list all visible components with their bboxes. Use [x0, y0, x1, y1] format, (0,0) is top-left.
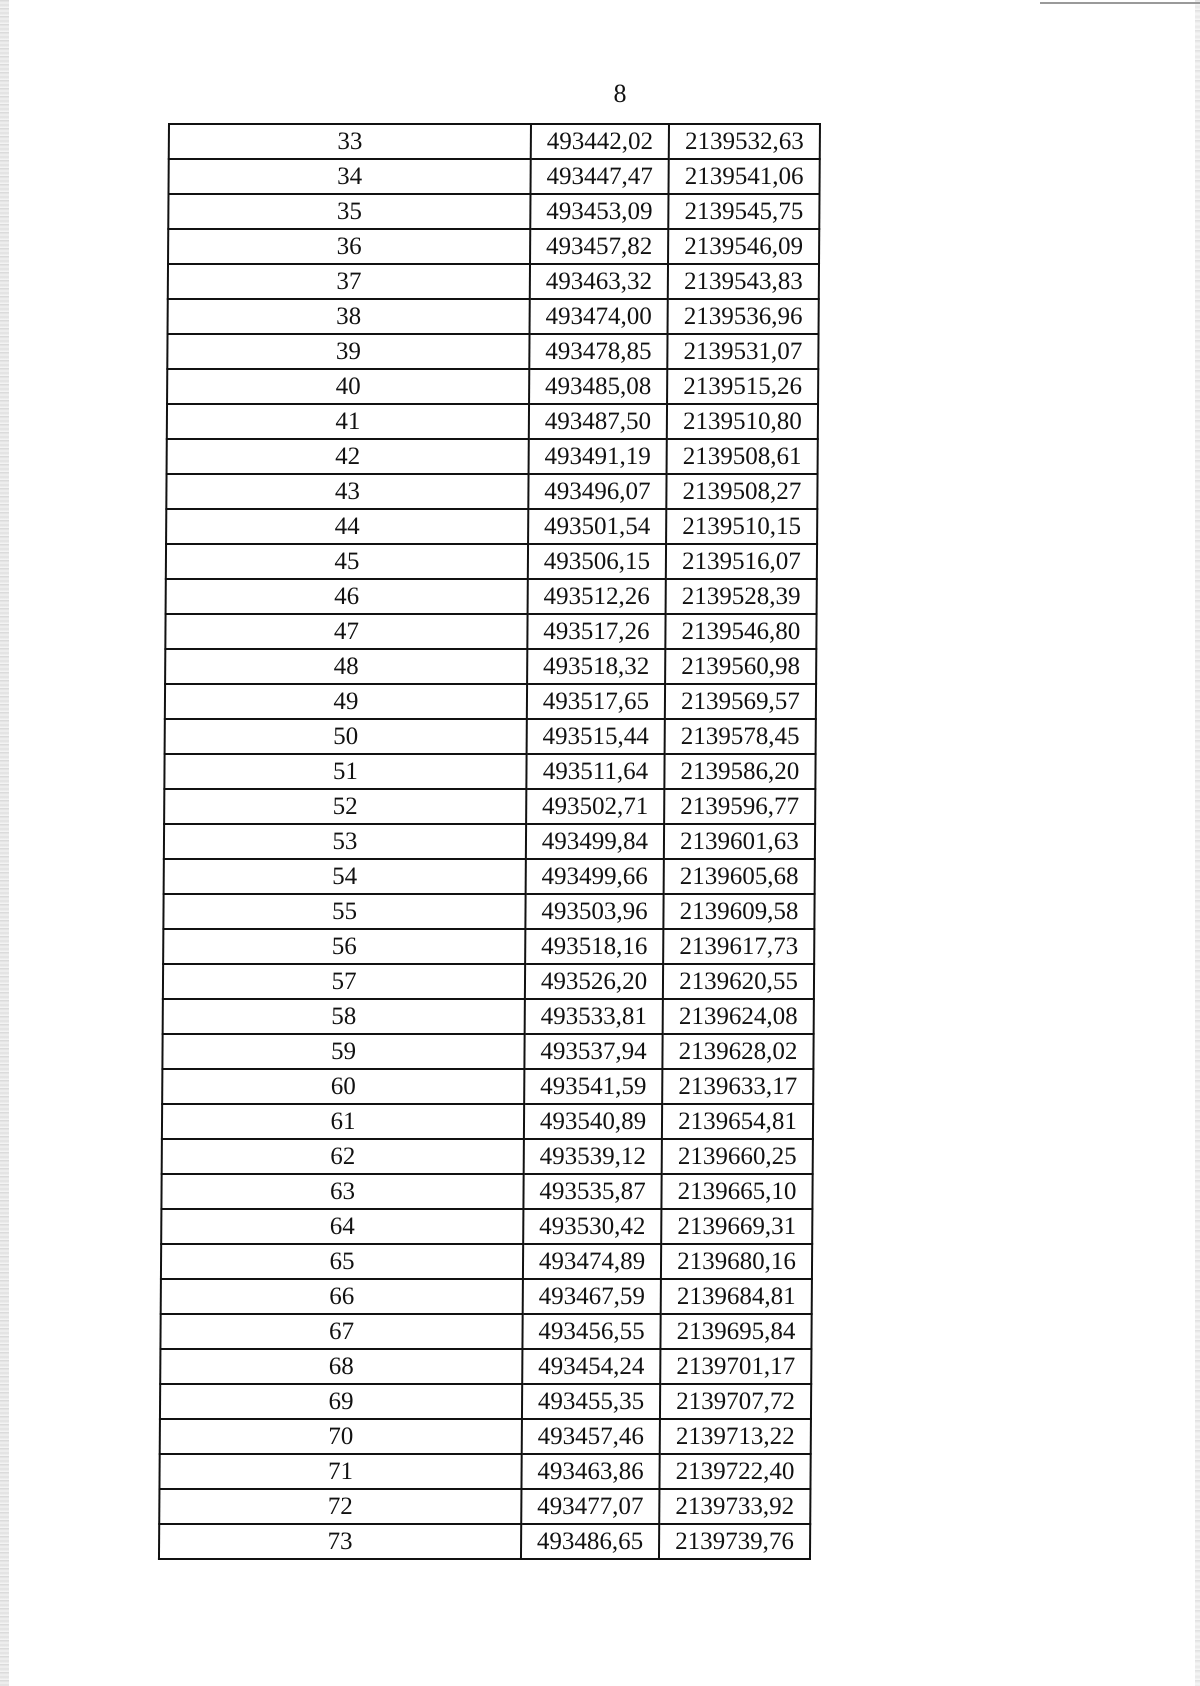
- table-row: [168, 194, 819, 229]
- point-number-cell: 54: [164, 859, 526, 894]
- y-coordinate-cell: 2139536,96: [668, 299, 819, 334]
- table-row: [160, 1349, 811, 1384]
- y-coordinate-cell: 2139609,58: [663, 894, 814, 929]
- scan-edge-left: [0, 0, 9, 1686]
- y-coordinate-cell: 2139546,80: [665, 614, 816, 649]
- x-coordinate-cell: 493457,82: [530, 229, 668, 264]
- point-number-cell: 37: [168, 264, 530, 299]
- point-number-cell: 66: [161, 1279, 523, 1314]
- table-row: [162, 1139, 813, 1174]
- x-coordinate-cell: 493518,32: [527, 649, 665, 684]
- y-coordinate-cell: 2139695,84: [660, 1314, 811, 1349]
- point-number-cell: 46: [166, 579, 528, 614]
- table-row: [160, 1419, 811, 1454]
- y-coordinate-cell: 2139508,61: [667, 439, 818, 474]
- x-coordinate-cell: 493478,85: [529, 334, 667, 369]
- y-coordinate-cell: 2139684,81: [661, 1279, 812, 1314]
- point-number-cell: 55: [163, 894, 525, 929]
- table-row: [166, 474, 817, 509]
- table-row: [161, 1209, 812, 1244]
- y-coordinate-cell: 2139620,55: [663, 964, 814, 999]
- y-coordinate-cell: 2139633,17: [662, 1069, 813, 1104]
- point-number-cell: 67: [160, 1314, 522, 1349]
- table-row: [164, 789, 815, 824]
- x-coordinate-cell: 493463,86: [521, 1454, 659, 1489]
- table-row: [168, 299, 819, 334]
- y-coordinate-cell: 2139605,68: [664, 859, 815, 894]
- point-number-cell: 53: [164, 824, 526, 859]
- y-coordinate-cell: 2139515,26: [667, 369, 818, 404]
- x-coordinate-cell: 493485,08: [529, 369, 667, 404]
- table-row: [160, 1384, 811, 1419]
- table-row: [165, 614, 816, 649]
- y-coordinate-cell: 2139560,98: [665, 649, 816, 684]
- y-coordinate-cell: 2139739,76: [659, 1524, 810, 1559]
- x-coordinate-cell: 493456,55: [522, 1314, 660, 1349]
- x-coordinate-cell: 493541,59: [524, 1069, 662, 1104]
- y-coordinate-cell: 2139532,63: [669, 124, 820, 159]
- point-number-cell: 64: [161, 1209, 523, 1244]
- table-row: [159, 1489, 810, 1524]
- scan-top-line: [1040, 2, 1200, 4]
- point-number-cell: 51: [164, 754, 526, 789]
- x-coordinate-cell: 493539,12: [524, 1139, 662, 1174]
- table-row: [162, 1104, 813, 1139]
- x-coordinate-cell: 493517,26: [527, 614, 665, 649]
- table-row: [167, 439, 818, 474]
- point-number-cell: 58: [163, 999, 525, 1034]
- y-coordinate-cell: 2139722,40: [659, 1454, 810, 1489]
- y-coordinate-cell: 2139713,22: [660, 1419, 811, 1454]
- y-coordinate-cell: 2139586,20: [664, 754, 815, 789]
- point-number-cell: 42: [167, 439, 529, 474]
- point-number-cell: 44: [166, 509, 528, 544]
- point-number-cell: 36: [168, 229, 530, 264]
- y-coordinate-cell: 2139617,73: [663, 929, 814, 964]
- x-coordinate-cell: 493491,19: [529, 439, 667, 474]
- y-coordinate-cell: 2139733,92: [659, 1489, 810, 1524]
- table-row: [164, 824, 815, 859]
- table-row: [166, 579, 817, 614]
- y-coordinate-cell: 2139543,83: [668, 264, 819, 299]
- y-coordinate-cell: 2139701,17: [660, 1349, 811, 1384]
- y-coordinate-cell: 2139516,07: [666, 544, 817, 579]
- point-number-cell: 47: [165, 614, 527, 649]
- y-coordinate-cell: 2139669,31: [661, 1209, 812, 1244]
- x-coordinate-cell: 493511,64: [526, 754, 664, 789]
- y-coordinate-cell: 2139601,63: [664, 824, 815, 859]
- x-coordinate-cell: 493530,42: [523, 1209, 661, 1244]
- point-number-cell: 65: [161, 1244, 523, 1279]
- y-coordinate-cell: 2139707,72: [660, 1384, 811, 1419]
- x-coordinate-cell: 493502,71: [526, 789, 664, 824]
- table-row: [165, 719, 816, 754]
- point-number-cell: 71: [159, 1454, 521, 1489]
- x-coordinate-cell: 493442,02: [531, 124, 669, 159]
- y-coordinate-cell: 2139510,15: [666, 509, 817, 544]
- point-number-cell: 52: [164, 789, 526, 824]
- table-row: [163, 964, 814, 999]
- x-coordinate-cell: 493467,59: [523, 1279, 661, 1314]
- x-coordinate-cell: 493517,65: [527, 684, 665, 719]
- point-number-cell: 57: [163, 964, 525, 999]
- y-coordinate-cell: 2139578,45: [665, 719, 816, 754]
- table-row: [165, 649, 816, 684]
- table-row: [162, 1034, 813, 1069]
- x-coordinate-cell: 493501,54: [528, 509, 666, 544]
- point-number-cell: 59: [162, 1034, 524, 1069]
- point-number-cell: 60: [162, 1069, 524, 1104]
- table-row: [167, 404, 818, 439]
- y-coordinate-cell: 2139541,06: [669, 159, 820, 194]
- y-coordinate-cell: 2139508,27: [666, 474, 817, 509]
- table-row: [160, 1314, 811, 1349]
- table-row: [162, 1069, 813, 1104]
- table-row: [167, 369, 818, 404]
- coordinates-table: [158, 123, 821, 1560]
- y-coordinate-cell: 2139546,09: [668, 229, 819, 264]
- x-coordinate-cell: 493455,35: [522, 1384, 660, 1419]
- y-coordinate-cell: 2139545,75: [668, 194, 819, 229]
- point-number-cell: 48: [165, 649, 527, 684]
- y-coordinate-cell: 2139510,80: [667, 404, 818, 439]
- point-number-cell: 33: [169, 124, 531, 159]
- y-coordinate-cell: 2139665,10: [661, 1174, 812, 1209]
- x-coordinate-cell: 493535,87: [523, 1174, 661, 1209]
- point-number-cell: 40: [167, 369, 529, 404]
- y-coordinate-cell: 2139569,57: [665, 684, 816, 719]
- point-number-cell: 50: [165, 719, 527, 754]
- x-coordinate-cell: 493447,47: [531, 159, 669, 194]
- point-number-cell: 39: [167, 334, 529, 369]
- point-number-cell: 63: [161, 1174, 523, 1209]
- page-number: 8: [613, 79, 627, 108]
- table-row: [163, 929, 814, 964]
- point-number-cell: 70: [160, 1419, 522, 1454]
- x-coordinate-cell: 493487,50: [529, 404, 667, 439]
- table-row: [161, 1279, 812, 1314]
- table-row: [164, 754, 815, 789]
- x-coordinate-cell: 493496,07: [528, 474, 666, 509]
- x-coordinate-cell: 493526,20: [525, 964, 663, 999]
- x-coordinate-cell: 493499,84: [526, 824, 664, 859]
- point-number-cell: 72: [159, 1489, 521, 1524]
- x-coordinate-cell: 493503,96: [525, 894, 663, 929]
- point-number-cell: 61: [162, 1104, 524, 1139]
- table-row: [166, 509, 817, 544]
- table-row: [161, 1244, 812, 1279]
- x-coordinate-cell: 493463,32: [530, 264, 668, 299]
- table-row: [159, 1454, 810, 1489]
- x-coordinate-cell: 493477,07: [521, 1489, 659, 1524]
- x-coordinate-cell: 493474,00: [530, 299, 668, 334]
- x-coordinate-cell: 493506,15: [528, 544, 666, 579]
- table-row: [168, 264, 819, 299]
- table-row: [165, 684, 816, 719]
- x-coordinate-cell: 493486,65: [521, 1524, 659, 1559]
- x-coordinate-cell: 493453,09: [530, 194, 668, 229]
- y-coordinate-cell: 2139531,07: [667, 334, 818, 369]
- point-number-cell: 73: [159, 1524, 521, 1559]
- table-row: [161, 1174, 812, 1209]
- point-number-cell: 38: [168, 299, 530, 334]
- x-coordinate-cell: 493518,16: [525, 929, 663, 964]
- table-row: [163, 894, 814, 929]
- x-coordinate-cell: 493540,89: [524, 1104, 662, 1139]
- point-number-cell: 56: [163, 929, 525, 964]
- point-number-cell: 45: [166, 544, 528, 579]
- table-row: [159, 1524, 810, 1559]
- table-row: [166, 544, 817, 579]
- y-coordinate-cell: 2139680,16: [661, 1244, 812, 1279]
- x-coordinate-cell: 493499,66: [526, 859, 664, 894]
- table-row: [168, 229, 819, 264]
- point-number-cell: 41: [167, 404, 529, 439]
- table-row: [169, 159, 820, 194]
- x-coordinate-cell: 493512,26: [528, 579, 666, 614]
- y-coordinate-cell: 2139654,81: [662, 1104, 813, 1139]
- table-row: [164, 859, 815, 894]
- coordinates-table-wrapper: [158, 123, 821, 1560]
- y-coordinate-cell: 2139528,39: [666, 579, 817, 614]
- scan-edge-right: [1195, 0, 1200, 1686]
- y-coordinate-cell: 2139596,77: [664, 789, 815, 824]
- x-coordinate-cell: 493533,81: [525, 999, 663, 1034]
- x-coordinate-cell: 493537,94: [524, 1034, 662, 1069]
- table-row: [167, 334, 818, 369]
- x-coordinate-cell: 493454,24: [522, 1349, 660, 1384]
- point-number-cell: 35: [168, 194, 530, 229]
- table-row: [163, 999, 814, 1034]
- point-number-cell: 43: [166, 474, 528, 509]
- y-coordinate-cell: 2139624,08: [663, 999, 814, 1034]
- point-number-cell: 34: [169, 159, 531, 194]
- table-row: [169, 124, 820, 159]
- coordinates-table-body: [159, 124, 820, 1559]
- point-number-cell: 62: [162, 1139, 524, 1174]
- x-coordinate-cell: 493457,46: [522, 1419, 660, 1454]
- x-coordinate-cell: 493515,44: [527, 719, 665, 754]
- point-number-cell: 49: [165, 684, 527, 719]
- x-coordinate-cell: 493474,89: [523, 1244, 661, 1279]
- y-coordinate-cell: 2139660,25: [662, 1139, 813, 1174]
- y-coordinate-cell: 2139628,02: [662, 1034, 813, 1069]
- point-number-cell: 69: [160, 1384, 522, 1419]
- point-number-cell: 68: [160, 1349, 522, 1384]
